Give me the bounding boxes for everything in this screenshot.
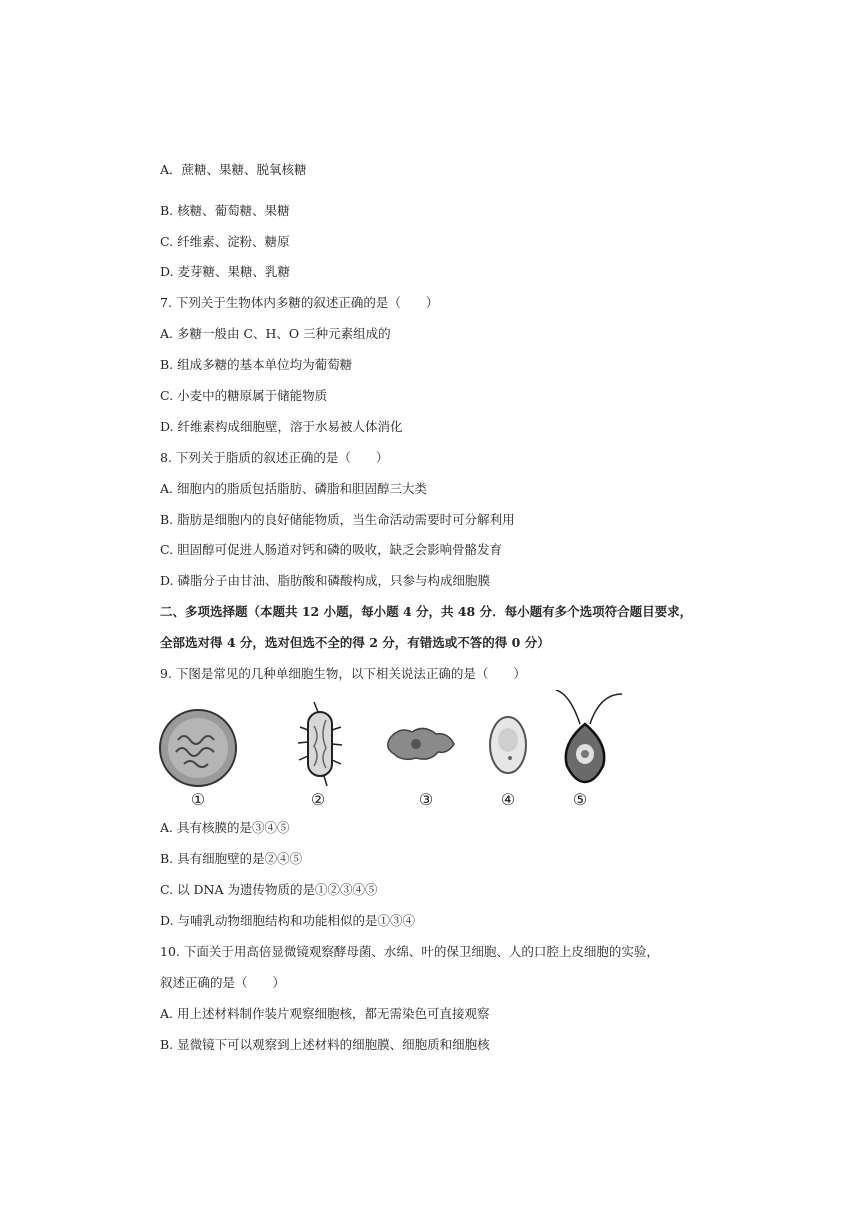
line-b7: B. 组成多糖的基本单位均为葡萄糖 [160,357,353,372]
question-9: 9. 下图是常见的几种单细胞生物，以下相关说法正确的是（ ） [160,666,526,681]
line-c7: C. 小麦中的糖原属于储能物质 [160,388,328,403]
cell-figure-drawing [150,690,650,790]
figure-label-4: ④ [500,790,516,809]
figure-label-2: ② [310,790,326,809]
figure-label-1: ① [190,790,206,809]
cell-4-icon [490,717,526,773]
line-b6: B. 核糖、葡萄糖、果糖 [160,203,290,218]
line-c8: C. 胆固醇可促进人肠道对钙和磷的吸收，缺乏会影响骨骼发育 [160,542,503,557]
line-c6: C. 纤维素、淀粉、糖原 [160,234,290,249]
question-10: 10. 下面关于用高倍显微镜观察酵母菌、水绵、叶的保卫细胞、人的口腔上皮细胞的实验， [160,944,659,959]
cell-5-icon [556,690,622,782]
line-d7: D. 纤维素构成细胞壁，溶于水易被人体消化 [160,419,403,434]
cell-2-icon [298,702,342,786]
line-a7: A. 多糖一般由 C、H、O 三种元素组成的 [160,326,391,341]
line-d8: D. 磷脂分子由甘油、脂肪酸和磷酸构成，只参与构成细胞膜 [160,573,491,588]
line-a8: A. 细胞内的脂质包括脂肪、磷脂和胆固醇三大类 [160,481,427,496]
line-a9: A. 具有核膜的是③④⑤ [160,820,290,835]
section-heading: 二、多项选择题（本题共 12 小题，每小题 4 分，共 48 分．每小题有多个选项符合题目要求， [160,604,693,619]
cell-1-icon [160,710,236,786]
cell-3-icon [388,728,454,759]
question-8: 8. 下列关于脂质的叙述正确的是（ ） [160,450,389,465]
section-heading-cont: 全部选对得 4 分，选对但选不全的得 2 分，有错选或不答的得 0 分） [160,635,550,650]
line-c9: C. 以 DNA 为遗传物质的是①②③④⑤ [160,882,378,897]
line-b10: B. 显微镜下可以观察到上述材料的细胞膜、细胞质和细胞核 [160,1037,490,1052]
question-7: 7. 下列关于生物体内多糖的叙述正确的是（ ） [160,295,439,310]
line-b8: B. 脂肪是细胞内的良好储能物质，当生命活动需要时可分解利用 [160,512,515,527]
question-10-cont: 叙述正确的是（ ） [160,975,286,990]
line-d6: D. 麦芽糖、果糖、乳糖 [160,264,291,279]
line-a10: A. 用上述材料制作装片观察细胞核，都无需染色可直接观察 [160,1006,490,1021]
cell-figure [150,690,650,815]
line-b9: B. 具有细胞壁的是②④⑤ [160,851,303,866]
line-a6: A．蔗糖、果糖、脱氧核糖 [160,162,307,177]
figure-label-5: ⑤ [572,790,588,809]
line-d9: D. 与哺乳动物细胞结构和功能相似的是①③④ [160,913,416,928]
figure-label-3: ③ [418,790,434,809]
